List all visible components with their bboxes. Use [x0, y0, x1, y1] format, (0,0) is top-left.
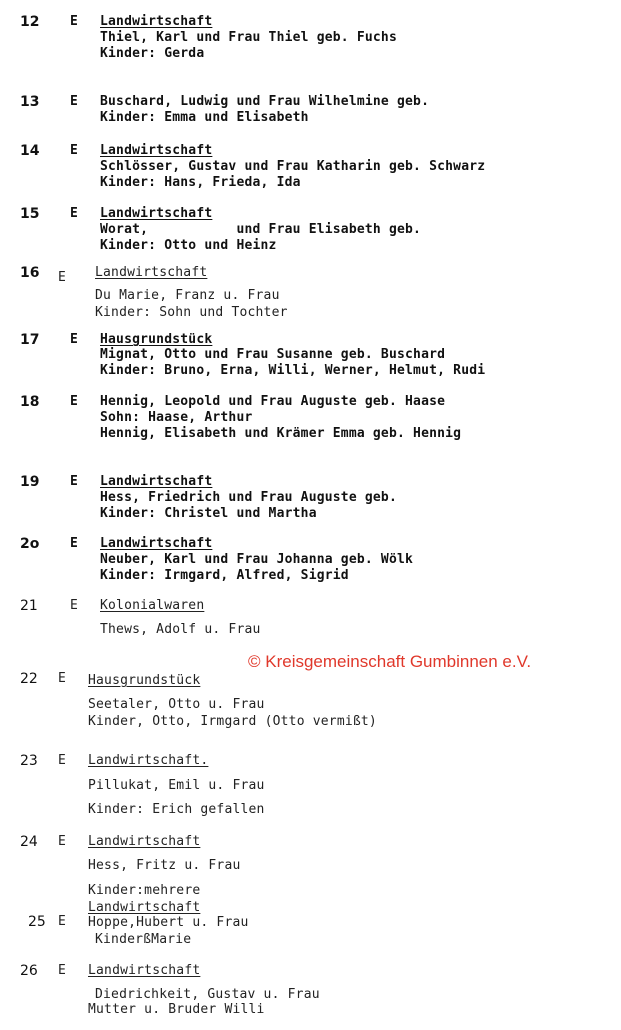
- category-label: Landwirtschaft.: [88, 753, 209, 768]
- copyright-watermark: © Kreisgemeinschaft Gumbinnen e.V.: [248, 652, 532, 671]
- category-label: Landwirtschaft: [100, 536, 213, 551]
- entry-code: E: [58, 963, 66, 978]
- category-label: Landwirtschaft: [100, 474, 213, 489]
- entry-number: 15: [20, 206, 40, 222]
- entry-number: 14: [20, 143, 40, 159]
- entry-code: E: [70, 14, 78, 29]
- category-label: Landwirtschaft: [88, 900, 201, 915]
- entry-code: E: [58, 671, 66, 686]
- entry-number: 17: [20, 332, 40, 348]
- name-line: Seetaler, Otto u. Frau: [88, 697, 265, 712]
- entry-number: 19: [20, 474, 40, 490]
- family-line: Mutter u. Bruder Willi: [88, 1002, 265, 1017]
- children-line: Kinder: Emma und Elisabeth: [100, 110, 309, 125]
- name-line: Buschard, Ludwig und Frau Wilhelmine geb.: [100, 94, 430, 109]
- name-line: Du Marie, Franz u. Frau: [95, 288, 280, 303]
- entry-number: 22: [20, 671, 38, 687]
- children-line: Kinder: Gerda: [100, 46, 205, 61]
- entry-code: E: [70, 332, 78, 347]
- children-line: Kinder, Otto, Irmgard (Otto vermißt): [88, 714, 377, 729]
- name-line: Thiel, Karl und Frau Thiel geb. Fuchs: [100, 30, 397, 45]
- entry-code: E: [70, 94, 78, 109]
- category-label: Landwirtschaft: [88, 963, 201, 978]
- name-line: Hess, Fritz u. Frau: [88, 858, 241, 873]
- entry-code: E: [70, 206, 78, 221]
- entry-code: E: [58, 270, 66, 285]
- name-line: Pillukat, Emil u. Frau: [88, 778, 265, 793]
- entry-number: 23: [20, 753, 38, 769]
- name-line: Worat, und Frau Elisabeth geb.: [100, 222, 422, 237]
- entry-number: 25: [28, 914, 46, 930]
- name-line: Hennig, Elisabeth und Krämer Emma geb. Hennig: [100, 426, 462, 441]
- category-label: Landwirtschaft: [100, 206, 213, 221]
- children-line: Kinder: Erich gefallen: [88, 802, 265, 817]
- children-line: Kinder: Irmgard, Alfred, Sigrid: [100, 568, 349, 583]
- category-label: Hausgrundstück: [100, 332, 213, 347]
- entry-number: 21: [20, 598, 38, 614]
- children-line: Kinder: Hans, Frieda, Ida: [100, 175, 301, 190]
- entry-number: 12: [20, 14, 40, 30]
- name-line: Schlösser, Gustav und Frau Katharin geb. Schwarz: [100, 159, 486, 174]
- name-line: Hennig, Leopold und Frau Auguste geb. Haase: [100, 394, 446, 409]
- children-line: Kinder: Sohn und Tochter: [95, 305, 288, 320]
- children-line: Kinder:mehrere: [88, 883, 201, 898]
- entry-code: E: [70, 394, 78, 409]
- name-line: Thews, Adolf u. Frau: [100, 622, 261, 637]
- entry-number: 24: [20, 834, 38, 850]
- category-label: Landwirtschaft: [88, 834, 201, 849]
- children-line: KinderßMarie: [95, 932, 192, 947]
- category-label: Landwirtschaft: [100, 14, 213, 29]
- category-label: Kolonialwaren: [100, 598, 205, 613]
- children-line: Kinder: Christel und Martha: [100, 506, 317, 521]
- entry-code: E: [70, 474, 78, 489]
- name-line: Hoppe,Hubert u. Frau: [88, 915, 249, 930]
- entry-code: E: [70, 143, 78, 158]
- entry-code: E: [58, 834, 66, 849]
- entry-code: E: [70, 598, 78, 613]
- category-label: Hausgrundstück: [88, 673, 201, 688]
- entry-code: E: [58, 914, 66, 929]
- son-line: Sohn: Haase, Arthur: [100, 410, 253, 425]
- entry-number: 2o: [20, 536, 40, 552]
- name-line: Hess, Friedrich und Frau Auguste geb.: [100, 490, 397, 505]
- name-line: Neuber, Karl und Frau Johanna geb. Wölk: [100, 552, 414, 567]
- entry-number: 13: [20, 94, 40, 110]
- entry-code: E: [58, 753, 66, 768]
- entry-number: 26: [20, 963, 38, 979]
- category-label: Landwirtschaft: [100, 143, 213, 158]
- entry-code: E: [70, 536, 78, 551]
- children-line: Kinder: Bruno, Erna, Willi, Werner, Helmut, Rudi: [100, 363, 486, 378]
- entry-number: 18: [20, 394, 40, 410]
- name-line: Diedrichkeit, Gustav u. Frau: [95, 987, 320, 1002]
- children-line: Kinder: Otto und Heinz: [100, 238, 277, 253]
- name-line: Mignat, Otto und Frau Susanne geb. Buschard: [100, 347, 446, 362]
- entry-number: 16: [20, 265, 40, 281]
- category-label: Landwirtschaft: [95, 265, 208, 280]
